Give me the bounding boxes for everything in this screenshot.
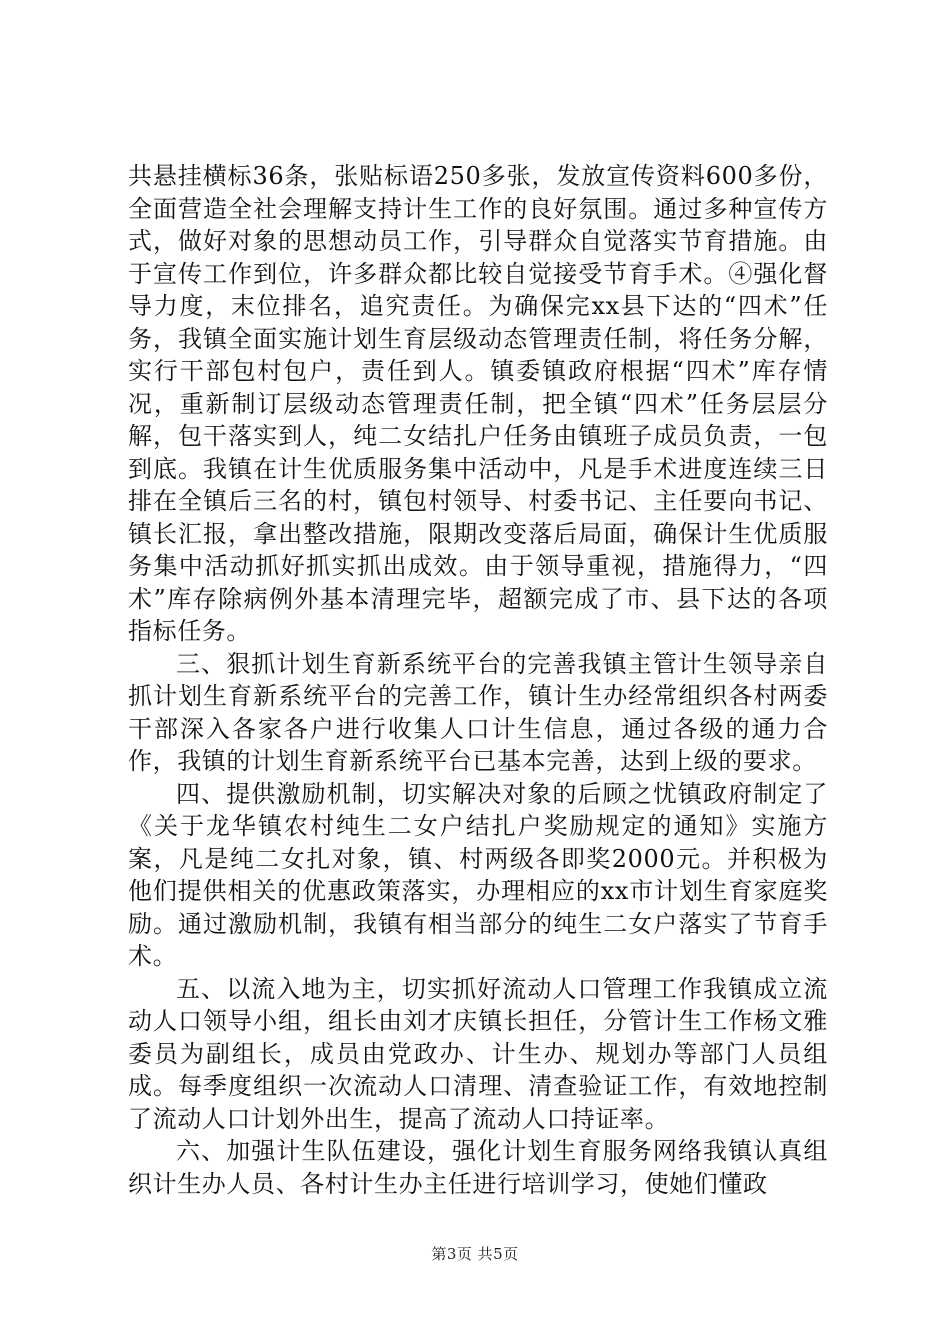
document-body [128,160,828,1200]
paragraph-section-4: 四、提供激励机制，切实解决对象的后顾之忧镇政府制定了《关于龙华镇农村纯生二女户结扎户奖励规定的通知》实施方案，凡是纯二女扎对象，镇、村两级各即奖2000元。并积极为他们提供相关的优惠政策落实，办理相应的xx市计划生育家庭奖励。通过激励机制，我镇有相当部分的纯生二女户落实了节育手术。 [128,779,828,970]
paragraph-continued: 共悬挂横标36条，张贴标语250多张，发放宣传资料600多份，全面营造全社会理解支持计生工作的良好氛围。通过多种宣传方式，做好对象的思想动员工作，引导群众自觉落实节育措施。由于宣传工作到位，许多群众都比较自觉接受节育手术。④强化督导力度，末位排名，追究责任。为确保完xx县下达的“四术”任务，我镇全面实施计划生育层级动态管理责任制，将任务分解，实行干部包村包户，责任到人。镇委镇政府根据“四术”库存情况，重新制订层级动态管理责任制，把全镇“四术”任务层层分解，包干落实到人，纯二女结扎户任务由镇班子成员负责，一包到底。我镇在计生优质服务集中活动中，凡是手术进度连续三日排在全镇后三名的村，镇包村领导、村委书记、主任要向书记、镇长汇报，拿出整改措施，限期改变落后局面，确保计生优质服务集中活动抓好抓实抓出成效。由于领导重视，措施得力，“四术”库存除病例外基本清理完毕，超额完成了市、县下达的各项指标任务。 [128,162,828,645]
page-footer: 第3页 共5页 [431,1245,519,1263]
paragraph-section-5: 五、以流入地为主，切实抓好流动人口管理工作我镇成立流动人口领导小组，组长由刘才庆镇长担任，分管计生工作杨文雅委员为副组长，成员由党政办、计生办、规划办等部门人员组成。每季度组织一次流动人口清理、清查验证工作，有效地控制了流动人口计划外出生，提高了流动人口持证率。 [128,974,828,1133]
paragraph-section-6: 六、加强计生队伍建设，强化计划生育服务网络我镇认真组织计生办人员、各村计生办主任进行培训学习，使她们懂政 [128,1137,828,1198]
paragraph-section-3: 三、狠抓计划生育新系统平台的完善我镇主管计生领导亲自抓计划生育新系统平台的完善工作，镇计生办经常组织各村两委干部深入各家各户进行收集人口计生信息，通过各级的通力合作，我镇的计划生育新系统平台已基本完善，达到上级的要求。 [128,649,828,775]
